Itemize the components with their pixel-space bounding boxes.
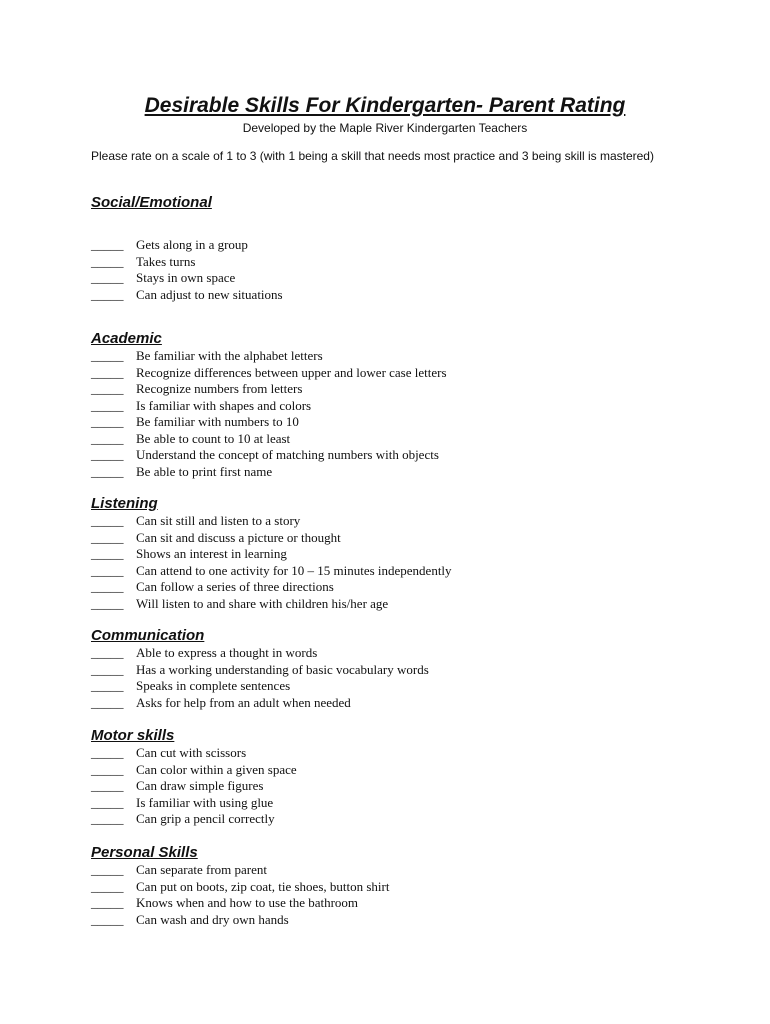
rating-blank[interactable]: _____ [91, 794, 124, 810]
rating-blank[interactable]: _____ [91, 678, 124, 693]
rating-blank[interactable]: _____ [91, 447, 124, 462]
skill-item [91, 398, 711, 415]
rating-blank[interactable]: _____ [91, 463, 124, 479]
section-heading: Listening [91, 495, 158, 512]
page-subtitle: Developed by the Maple River Kindergarten Teachers [242, 121, 528, 135]
skill-item [91, 254, 711, 271]
rating-blank[interactable]: _____ [91, 270, 124, 285]
skill-label: Speaks in complete sentences [136, 678, 291, 693]
skill-item [91, 745, 711, 762]
section-heading: Communication [91, 627, 205, 644]
skill-label: Can draw simple figures [136, 778, 264, 793]
rating-blank[interactable]: _____ [91, 513, 124, 528]
skill-section [91, 627, 711, 711]
skill-list [91, 745, 711, 828]
rating-blank[interactable]: _____ [91, 811, 124, 826]
rating-blank[interactable]: _____ [91, 761, 124, 777]
skill-item [91, 237, 711, 254]
skill-item [91, 464, 711, 481]
rating-blank[interactable]: _____ [91, 430, 124, 446]
skill-label: Will listen to and share with children his/her age [136, 595, 389, 611]
skill-item [91, 381, 711, 398]
rating-blank[interactable]: _____ [91, 562, 124, 578]
rating-blank[interactable]: _____ [91, 348, 124, 363]
rating-blank[interactable]: _____ [91, 595, 124, 611]
skill-label: Recognize differences between upper and lower case letters [136, 364, 447, 380]
rating-blank[interactable]: _____ [91, 895, 124, 910]
skill-list [91, 645, 711, 711]
skill-item [91, 662, 711, 679]
rating-blank[interactable]: _____ [91, 778, 124, 793]
skill-label: Can grip a pencil correctly [136, 811, 275, 826]
skill-label: Recognize numbers from letters [136, 381, 303, 396]
rating-blank[interactable]: _____ [91, 911, 124, 927]
skill-item [91, 678, 711, 695]
skill-label: Knows when and how to use the bathroom [136, 895, 359, 910]
skill-label: Able to express a thought in words [136, 645, 318, 660]
skill-label: Takes turns [136, 253, 196, 269]
skill-item [91, 695, 711, 712]
skill-label: Can put on boots, zip coat, tie shoes, button shirt [136, 878, 390, 894]
skill-section [91, 495, 711, 612]
skill-item [91, 530, 711, 547]
skill-label: Be able to print first name [136, 463, 273, 479]
skill-label: Understand the concept of matching numbers with objects [136, 447, 439, 462]
skill-label: Asks for help from an adult when needed [136, 694, 351, 710]
skill-item [91, 563, 711, 580]
rating-blank[interactable]: _____ [91, 253, 124, 269]
skill-label: Can follow a series of three directions [136, 579, 334, 594]
skill-label: Shows an interest in learning [136, 546, 287, 561]
skill-item [91, 431, 711, 448]
skill-item [91, 414, 711, 431]
skill-label: Stays in own space [136, 270, 236, 285]
skill-label: Can sit and discuss a picture or thought [136, 529, 341, 545]
skill-list [91, 237, 711, 303]
skill-label: Is familiar with using glue [136, 794, 274, 810]
skill-label: Can color within a given space [136, 761, 297, 777]
skill-item [91, 879, 711, 896]
skill-label: Has a working understanding of basic vocabulary words [136, 661, 429, 677]
rating-blank[interactable]: _____ [91, 645, 124, 660]
rating-blank[interactable]: _____ [91, 529, 124, 545]
skill-label: Is familiar with shapes and colors [136, 397, 312, 413]
rating-blank[interactable]: _____ [91, 878, 124, 894]
rating-blank[interactable]: _____ [91, 745, 124, 760]
skill-item [91, 912, 711, 929]
skill-item [91, 795, 711, 812]
rating-instructions: Please rate on a scale of 1 to 3 (with 1 being a skill that needs most practice and 3 being skill is mastered) [91, 149, 654, 163]
rating-blank[interactable]: _____ [91, 694, 124, 710]
skill-item [91, 365, 711, 382]
skill-item [91, 287, 711, 304]
skill-section [91, 727, 711, 828]
skill-label: Gets along in a group [136, 237, 248, 252]
rating-blank[interactable]: _____ [91, 237, 124, 252]
skill-item [91, 811, 711, 828]
skill-label: Can cut with scissors [136, 745, 247, 760]
skill-section [91, 330, 711, 480]
rating-blank[interactable]: _____ [91, 414, 124, 429]
skill-list [91, 862, 711, 928]
section-heading: Academic [91, 330, 162, 347]
section-heading: Motor skills [91, 727, 175, 744]
section-heading: Personal Skills [91, 844, 198, 861]
rating-blank[interactable]: _____ [91, 661, 124, 677]
skill-item [91, 862, 711, 879]
skill-item [91, 447, 711, 464]
rating-blank[interactable]: _____ [91, 286, 124, 302]
skill-item [91, 596, 711, 613]
rating-blank[interactable]: _____ [91, 546, 124, 561]
skill-label: Can adjust to new situations [136, 286, 283, 302]
skill-label: Be familiar with the alphabet letters [136, 348, 323, 363]
skill-item [91, 348, 711, 365]
rating-blank[interactable]: _____ [91, 381, 124, 396]
rating-blank[interactable]: _____ [91, 364, 124, 380]
section-heading: Social/Emotional [91, 194, 212, 211]
page-title: Desirable Skills For Kindergarten- Parent Rating [144, 94, 626, 117]
skill-label: Can attend to one activity for 10 – 15 minutes independently [136, 562, 452, 578]
skill-list [91, 513, 711, 612]
skill-list [91, 348, 711, 480]
skill-item [91, 762, 711, 779]
rating-blank[interactable]: _____ [91, 397, 124, 413]
skill-label: Can wash and dry own hands [136, 911, 289, 927]
skill-item [91, 579, 711, 596]
skill-label: Can separate from parent [136, 862, 268, 877]
skill-item [91, 270, 711, 287]
skill-label: Be able to count to 10 at least [136, 430, 291, 446]
rating-blank[interactable]: _____ [91, 862, 124, 877]
skill-item [91, 513, 711, 530]
skill-section [91, 194, 711, 303]
skill-item [91, 895, 711, 912]
skill-label: Can sit still and listen to a story [136, 513, 301, 528]
skill-section [91, 844, 711, 928]
skill-item [91, 645, 711, 662]
skill-item [91, 778, 711, 795]
rating-blank[interactable]: _____ [91, 579, 124, 594]
skill-label: Be familiar with numbers to 10 [136, 414, 299, 429]
skill-item [91, 546, 711, 563]
